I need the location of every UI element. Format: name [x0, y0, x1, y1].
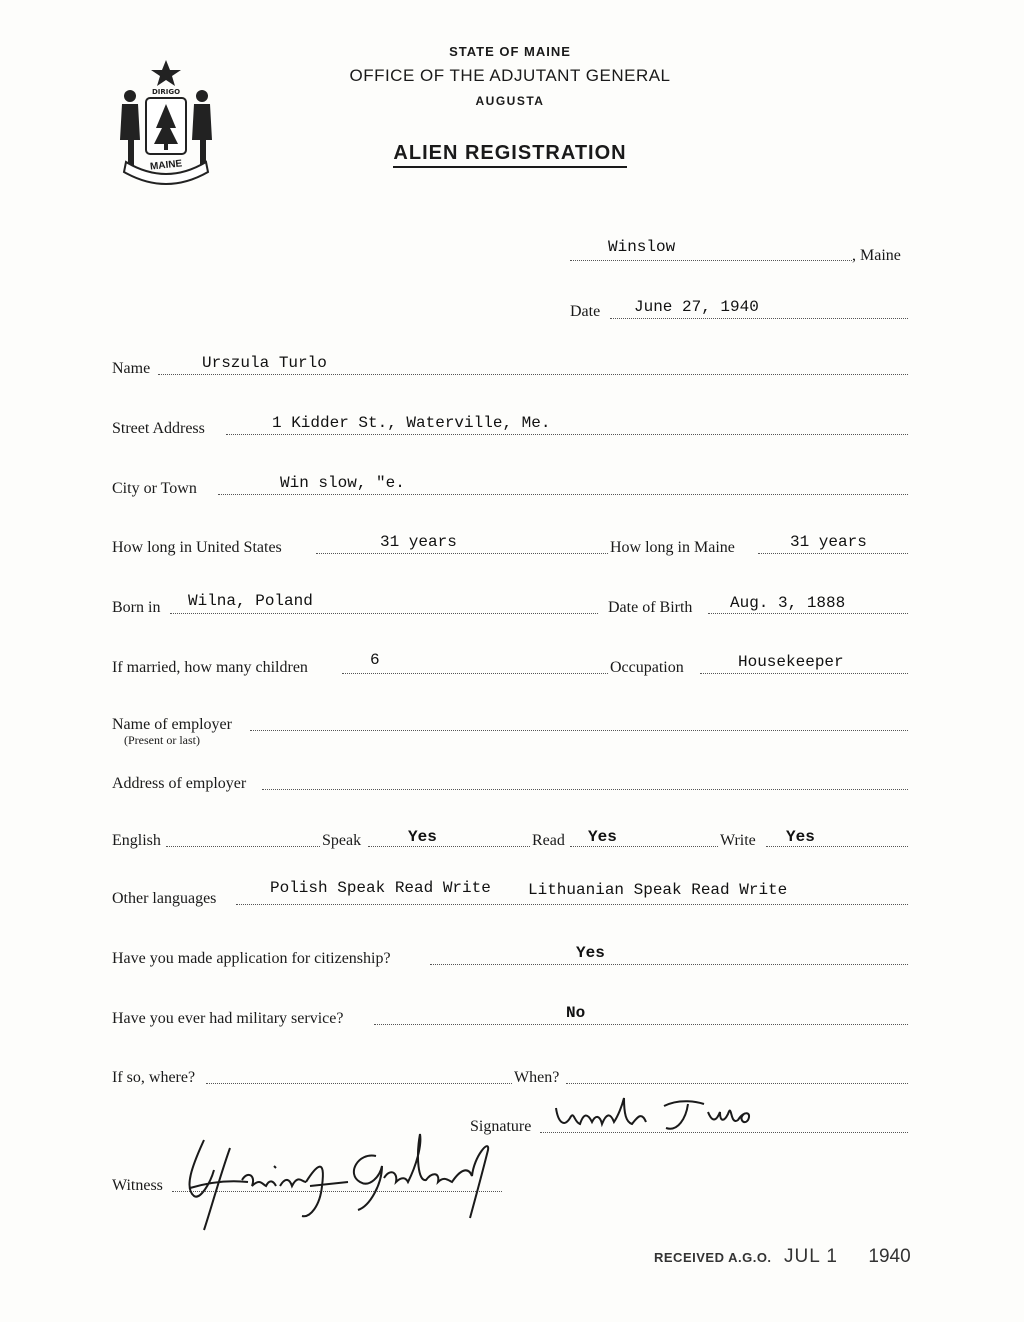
- applicant-signature: [548, 1092, 768, 1136]
- date-line: [610, 318, 908, 319]
- city-line: [218, 494, 908, 495]
- english-speak-line: [368, 846, 530, 847]
- maine-duration-value: 31 years: [790, 533, 867, 551]
- english-speak-label: Speak: [322, 832, 362, 849]
- other-languages-label: Other languages: [112, 890, 217, 907]
- name-value: Urszula Turlo: [202, 354, 327, 372]
- born-in-label: Born in: [112, 599, 161, 616]
- witness-signature: [170, 1126, 520, 1236]
- city-heading: AUGUSTA: [475, 94, 545, 108]
- dob-value: Aug. 3, 1888: [730, 594, 846, 612]
- citizenship-line: [430, 964, 908, 965]
- english-label: English: [112, 832, 161, 849]
- stamp-year: 1940: [868, 1246, 911, 1267]
- employer-address-label: Address of employer: [112, 775, 247, 792]
- employer-label: Name of employer: [112, 716, 232, 733]
- dob-label: Date of Birth: [608, 599, 693, 616]
- citizenship-value: Yes: [576, 944, 605, 962]
- when-line: [566, 1083, 908, 1084]
- us-duration-value: 31 years: [380, 533, 457, 551]
- name-label: Name: [112, 360, 151, 377]
- street-label: Street Address: [112, 420, 205, 437]
- other-languages-value-2: Lithuanian Speak Read Write: [528, 881, 788, 899]
- english-write-value: Yes: [786, 828, 815, 846]
- svg-text:DIRIGO: DIRIGO: [151, 88, 181, 96]
- date-value: June 27, 1940: [634, 298, 759, 316]
- english-speak-value: Yes: [408, 828, 437, 846]
- citizenship-label: Have you made application for citizenship?: [112, 950, 391, 967]
- english-read-value: Yes: [588, 828, 617, 846]
- english-read-line: [570, 846, 718, 847]
- children-label: If married, how many children: [112, 659, 308, 676]
- employer-line: [250, 730, 908, 731]
- english-write-line: [766, 846, 908, 847]
- witness-label: Witness: [112, 1177, 163, 1194]
- military-label: Have you ever had military service?: [112, 1010, 344, 1027]
- us-duration-line: [316, 553, 608, 554]
- employer-sublabel: (Present or last): [124, 733, 200, 747]
- street-line: [226, 434, 908, 435]
- received-stamp: [654, 1246, 911, 1268]
- employer-address-line: [262, 789, 908, 790]
- us-duration-label: How long in United States: [112, 539, 282, 556]
- stamp-month-day: JUL 1: [784, 1246, 838, 1267]
- military-value: No: [566, 1004, 586, 1022]
- other-languages-value-1: Polish Speak Read Write: [270, 879, 491, 897]
- military-line: [374, 1024, 908, 1025]
- town-line: [570, 260, 852, 261]
- city-value: Win slow, "e.: [280, 474, 405, 492]
- maine-duration-line: [758, 553, 908, 554]
- form-title-text: ALIEN REGISTRATION: [393, 142, 626, 168]
- english-line: [166, 846, 320, 847]
- signature-label: Signature: [470, 1118, 532, 1135]
- children-line: [342, 673, 608, 674]
- seal-ribbon-text: MAINE: [149, 158, 183, 173]
- children-value: 6: [370, 651, 380, 669]
- name-line: [158, 374, 908, 375]
- where-label: If so, where?: [112, 1069, 196, 1086]
- state-suffix: , Maine: [852, 247, 901, 264]
- office-heading: OFFICE OF THE ADJUTANT GENERAL: [349, 66, 671, 85]
- english-write-label: Write: [720, 832, 756, 849]
- occupation-label: Occupation: [610, 659, 684, 676]
- occupation-value: Housekeeper: [738, 653, 844, 671]
- when-label: When?: [514, 1069, 560, 1086]
- date-label: Date: [570, 303, 601, 320]
- english-read-label: Read: [532, 832, 565, 849]
- town-value: Winslow: [608, 238, 676, 256]
- dob-line: [708, 613, 908, 614]
- born-in-line: [170, 613, 598, 614]
- form-title: [340, 142, 680, 168]
- other-languages-line: [236, 904, 908, 905]
- street-value: 1 Kidder St., Waterville, Me.: [272, 414, 551, 432]
- maine-duration-label: How long in Maine: [610, 539, 735, 556]
- stamp-received: RECEIVED A.G.O.: [654, 1250, 772, 1265]
- city-label: City or Town: [112, 480, 197, 497]
- state-heading: STATE OF MAINE: [449, 44, 571, 59]
- born-in-value: Wilna, Poland: [188, 592, 313, 610]
- where-line: [206, 1083, 512, 1084]
- occupation-line: [700, 673, 908, 674]
